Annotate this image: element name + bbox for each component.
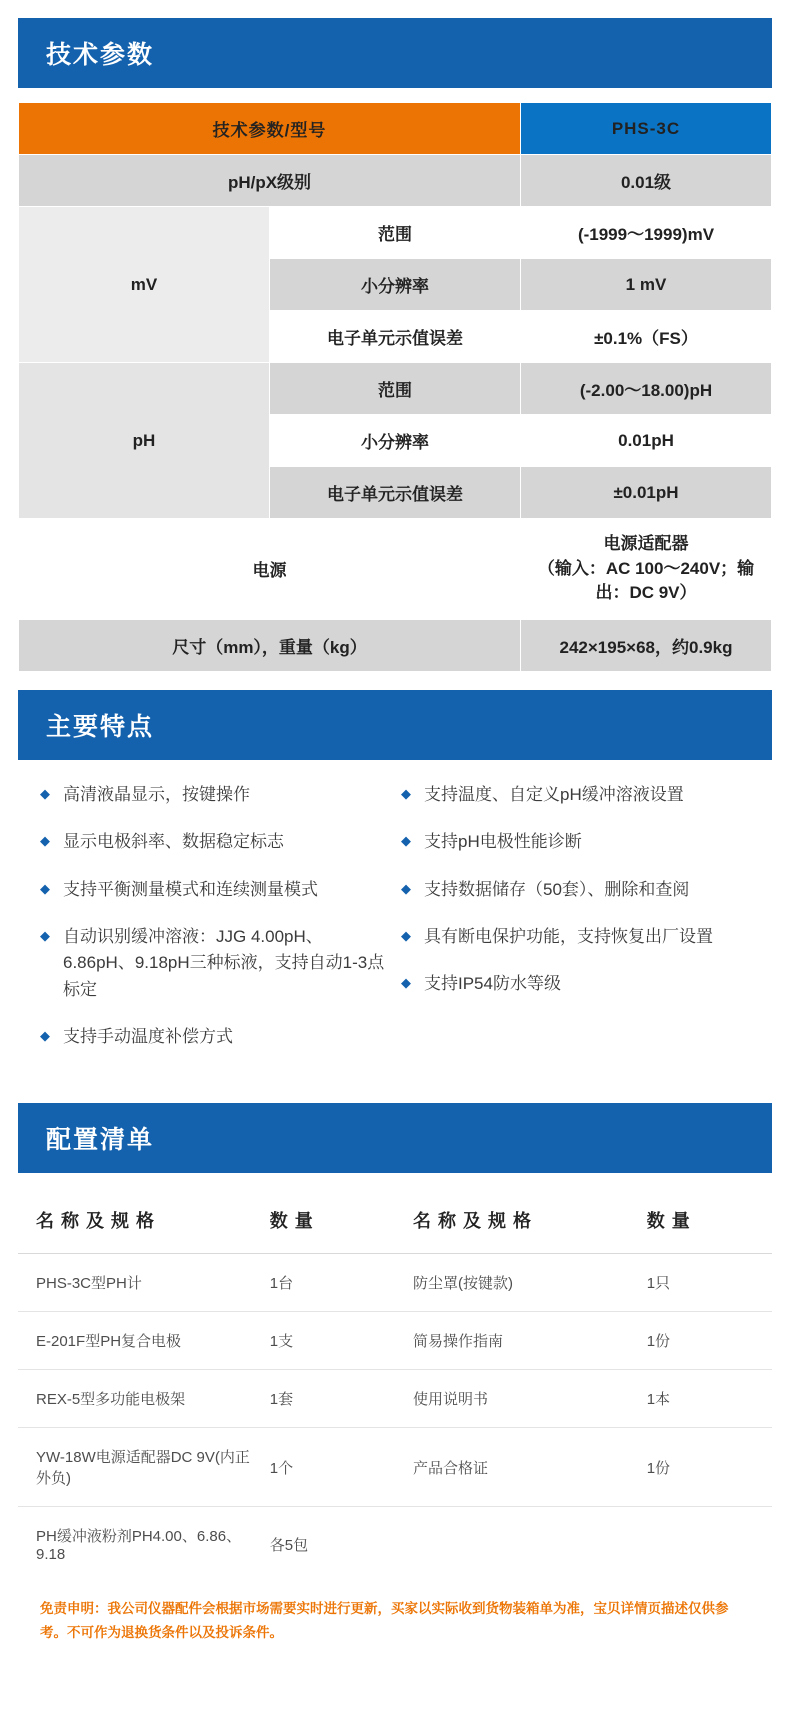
feature-text: 支持数据储存（50套）、删除和查阅	[424, 879, 690, 899]
diamond-bullet-icon: ◆	[40, 880, 50, 896]
list-item	[401, 782, 762, 808]
spec-value: ±0.01pH	[521, 467, 772, 519]
table-row	[18, 1312, 772, 1370]
spec-group-ph: pH	[19, 363, 270, 519]
config-col-header-qty-1: 数 量	[252, 1187, 395, 1254]
config-cell: 简易操作指南	[395, 1312, 629, 1370]
list-item	[401, 829, 762, 855]
spec-value	[521, 519, 772, 620]
feature-text: 显示电极斜率、数据稳定标志	[63, 832, 284, 852]
diamond-bullet-icon: ◆	[40, 1027, 50, 1043]
table-header-row	[18, 1187, 772, 1254]
table-row	[18, 1428, 772, 1507]
feature-text: 支持温度、自定义pH缓冲溶液设置	[424, 784, 684, 804]
spec-group-mv: mV	[19, 207, 270, 363]
list-item	[401, 924, 762, 950]
list-item	[40, 924, 401, 1003]
spec-label: 电源	[19, 519, 521, 620]
spec-header-left: 技术参数/型号	[19, 103, 521, 155]
spec-value: 242×195×68，约0.9kg	[521, 619, 772, 671]
spec-value-line1: 电源适配器	[603, 534, 689, 553]
config-cell: 1支	[252, 1312, 395, 1370]
spec-label: 电子单元示值误差	[270, 467, 521, 519]
list-item	[401, 971, 762, 997]
config-cell: 各5包	[269, 1536, 309, 1554]
config-cell: E-201F型PH复合电极	[18, 1312, 252, 1370]
table-row	[19, 103, 772, 155]
feature-text: 支持手动温度补偿方式	[63, 1026, 233, 1046]
config-cell: PH缓冲液粉剂PH4.00、6.86、9.18	[36, 1528, 242, 1564]
spec-value: 1 mV	[521, 259, 772, 311]
spec-label: 范围	[270, 363, 521, 415]
config-col-header-name-2: 名 称 及 规 格	[395, 1187, 629, 1254]
feature-text: 高清液晶显示，按键操作	[63, 784, 250, 804]
features-column-right	[401, 782, 762, 1071]
list-item	[40, 877, 401, 903]
config-cell: 1份	[629, 1312, 772, 1370]
spec-label: 电子单元示值误差	[270, 311, 521, 363]
config-col-header-qty-2: 数 量	[629, 1187, 772, 1254]
diamond-bullet-icon: ◆	[401, 927, 411, 943]
feature-text: 自动识别缓冲溶液：JJG 4.00pH、6.86pH、9.18pH三种标液，支持自动1-3点标定	[63, 926, 385, 999]
config-col-header-name-1: 名 称 及 规 格	[18, 1187, 252, 1254]
spec-value: 0.01级	[521, 155, 772, 207]
spec-label: 范围	[270, 207, 521, 259]
table-row	[18, 1507, 772, 1582]
spec-label: 小分辨率	[270, 259, 521, 311]
list-item	[40, 1024, 401, 1050]
config-cell: 1台	[252, 1254, 395, 1312]
config-cell: 使用说明书	[395, 1370, 629, 1428]
diamond-bullet-icon: ◆	[401, 785, 411, 801]
feature-text: 支持IP54防水等级	[424, 974, 561, 994]
config-cell: REX-5型多功能电极架	[18, 1370, 252, 1428]
section-header-features: 主要特点	[18, 690, 772, 760]
diamond-bullet-icon: ◆	[401, 833, 411, 849]
spec-label: pH/pX级别	[19, 155, 521, 207]
table-row	[19, 155, 772, 207]
diamond-bullet-icon: ◆	[40, 785, 50, 801]
config-cell	[395, 1507, 629, 1582]
config-cell: PHS-3C型PH计	[18, 1254, 252, 1312]
config-cell: 1本	[629, 1370, 772, 1428]
config-cell: YW-18W电源适配器DC 9V(内正外负)	[18, 1428, 252, 1507]
list-item	[401, 877, 762, 903]
spec-label: 小分辨率	[270, 415, 521, 467]
spec-value: (-2.00～18.00)pH	[521, 363, 772, 415]
feature-text: 具有断电保护功能，支持恢复出厂设置	[424, 926, 713, 946]
list-item	[40, 782, 401, 808]
features-column-left	[40, 782, 401, 1071]
spec-label: 尺寸（mm），重量（kg）	[19, 619, 521, 671]
diamond-bullet-icon: ◆	[401, 975, 411, 991]
table-row	[19, 619, 772, 671]
feature-text: 支持平衡测量模式和连续测量模式	[63, 879, 318, 899]
config-cell: 防尘罩(按键款)	[395, 1254, 629, 1312]
spec-table	[18, 102, 772, 672]
table-row	[19, 363, 772, 415]
table-row	[19, 519, 772, 620]
spec-value: 0.01pH	[521, 415, 772, 467]
config-cell: 1份	[629, 1428, 772, 1507]
spec-value: ±0.1%（FS）	[521, 311, 772, 363]
config-cell: 产品合格证	[395, 1428, 629, 1507]
table-row	[18, 1254, 772, 1312]
section-header-specs: 技术参数	[18, 18, 772, 88]
diamond-bullet-icon: ◆	[401, 880, 411, 896]
section-header-config: 配置清单	[18, 1103, 772, 1173]
config-cell: 1个	[252, 1428, 395, 1507]
table-row	[19, 207, 772, 259]
config-table	[18, 1187, 772, 1581]
spec-value: (-1999～1999)mV	[521, 207, 772, 259]
config-cell: 1只	[629, 1254, 772, 1312]
spec-value-line2: （输入：AC 100～240V；输出：DC 9V）	[537, 558, 755, 603]
table-row	[18, 1370, 772, 1428]
disclaimer-text: 免责申明：我公司仪器配件会根据市场需要实时进行更新，买家以实际收到货物装箱单为准，宝贝详情页描述仅供参考。不可作为退换货条件以及投诉条件。	[40, 1601, 729, 1640]
diamond-bullet-icon: ◆	[40, 927, 50, 943]
spec-header-right: PHS-3C	[521, 103, 772, 155]
config-cell	[629, 1507, 772, 1582]
config-cell: 1套	[252, 1370, 395, 1428]
diamond-bullet-icon: ◆	[40, 833, 50, 849]
feature-text: 支持pH电极性能诊断	[424, 832, 582, 852]
features-list	[18, 760, 772, 1085]
product-detail-page	[0, 18, 790, 1671]
list-item	[40, 829, 401, 855]
